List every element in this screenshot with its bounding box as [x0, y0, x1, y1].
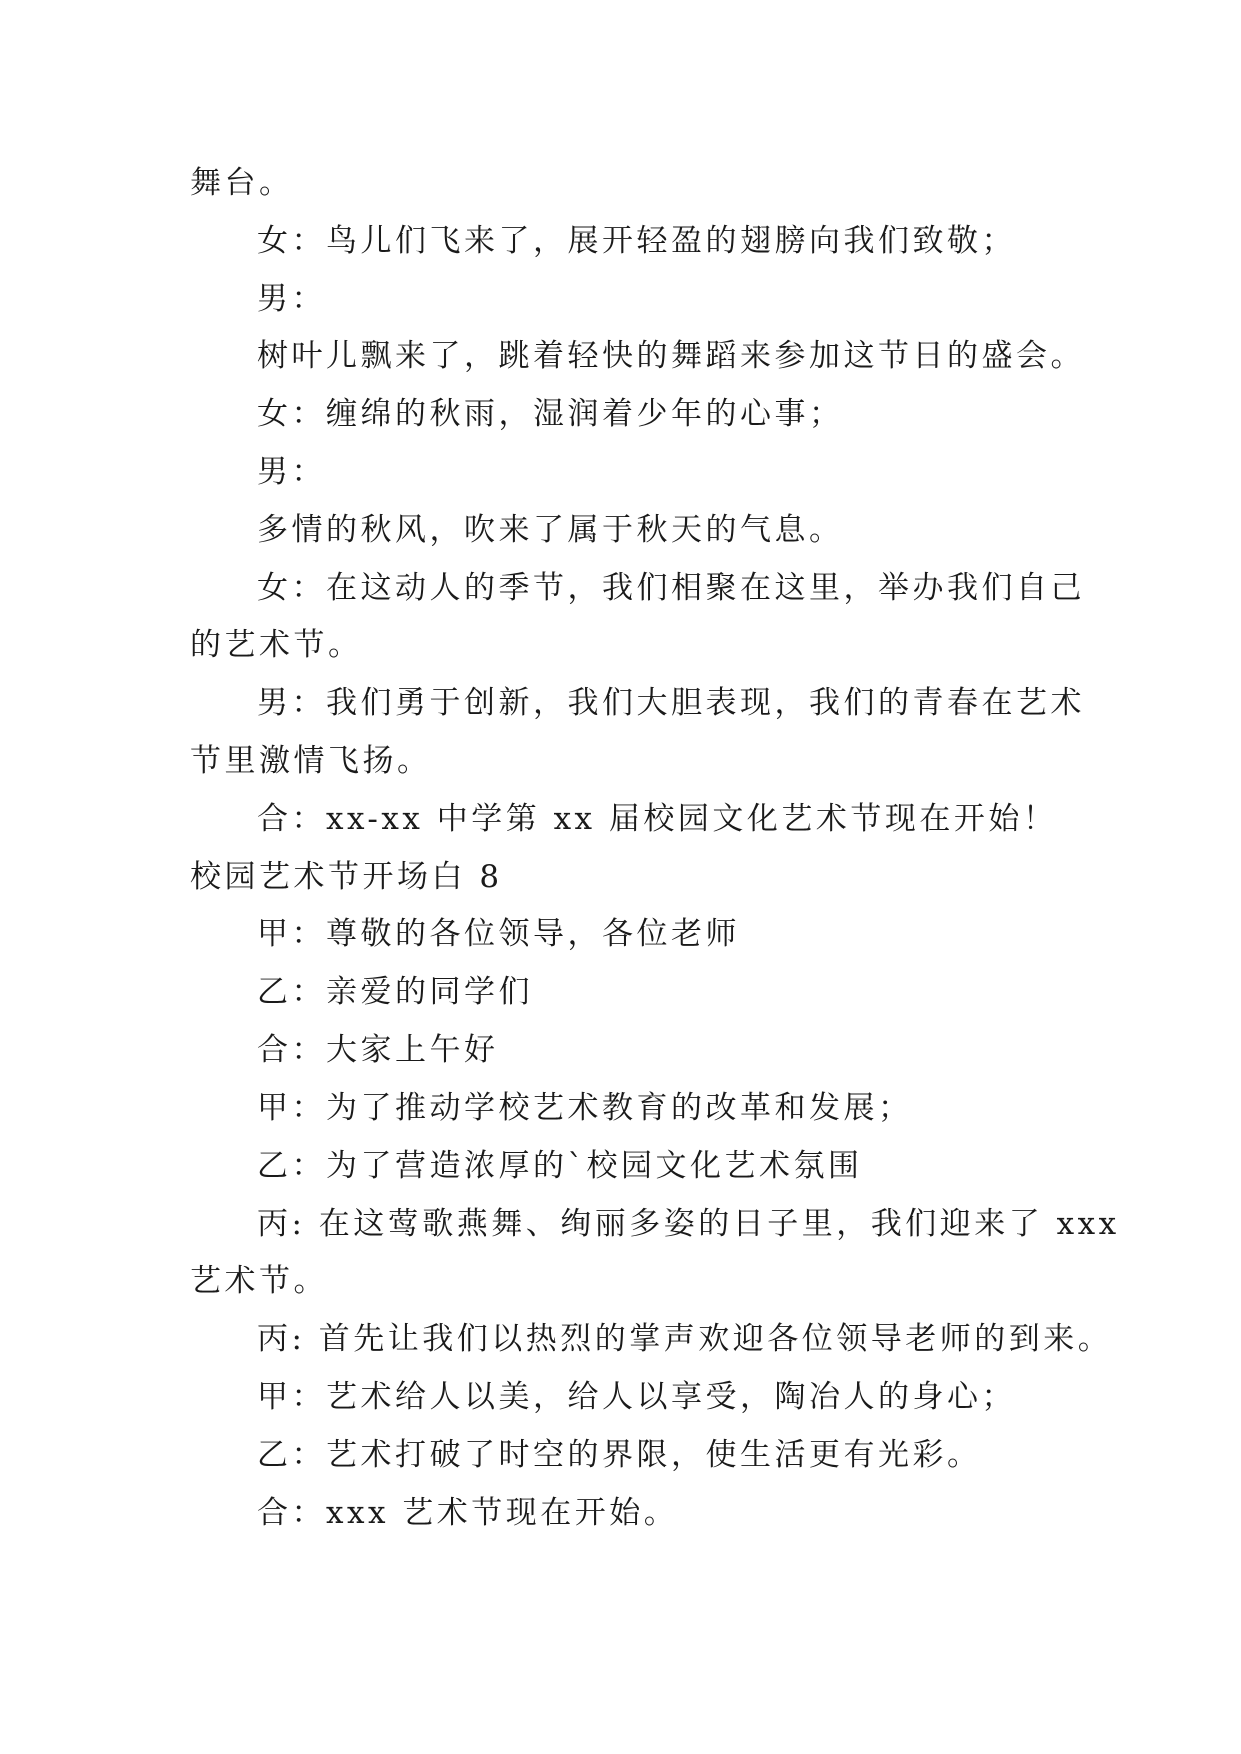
text-line: 树叶儿飘来了，跳着轻快的舞蹈来参加这节日的盛会。: [257, 338, 1085, 374]
text-line: 合：xx-xx 中学第 xx 届校园文化艺术节现在开始！: [257, 801, 1058, 837]
text-line: 合：大家上午好: [257, 1032, 499, 1068]
text-line: 女：在这动人的季节，我们相聚在这里，举办我们自己: [257, 570, 1085, 606]
text-line: 乙：艺术打破了时空的界限，使生活更有光彩。: [257, 1437, 982, 1473]
text-line: 甲：艺术给人以美，给人以享受，陶冶人的身心；: [257, 1379, 1016, 1415]
text-line: 乙：亲爱的同学们: [257, 974, 533, 1010]
text-line: 男：: [257, 454, 326, 490]
text-line: 节里激情飞扬。: [190, 743, 432, 779]
text-line: 乙：为了营造浓厚的`校园文化艺术氛围: [257, 1148, 863, 1184]
text-line: 舞台。: [190, 165, 294, 201]
text-line: 艺术节。: [190, 1263, 328, 1299]
text-line: 女：鸟儿们飞来了，展开轻盈的翅膀向我们致敬；: [257, 223, 1016, 259]
text-line: 合：xxx 艺术节现在开始。: [257, 1495, 679, 1531]
text-line: 女：缠绵的秋雨，湿润着少年的心事；: [257, 396, 844, 432]
text-line: 男：我们勇于创新，我们大胆表现，我们的青春在艺术: [257, 685, 1085, 721]
text-line: 丙: 在这莺歌燕舞、绚丽多姿的日子里，我们迎来了 xxx: [257, 1206, 1120, 1242]
text-line: 多情的秋风，吹来了属于秋天的气息。: [257, 512, 844, 548]
text-line: 甲：尊敬的各位领导，各位老师: [257, 916, 740, 952]
text-line: 丙: 首先让我们以热烈的掌声欢迎各位领导老师的到来。: [257, 1321, 1113, 1357]
text-line: 甲：为了推动学校艺术教育的改革和发展；: [257, 1090, 913, 1126]
text-line: 男：: [257, 281, 326, 317]
section-heading: 校园艺术节开场白 8: [190, 859, 503, 895]
text-line: 的艺术节。: [190, 627, 363, 663]
